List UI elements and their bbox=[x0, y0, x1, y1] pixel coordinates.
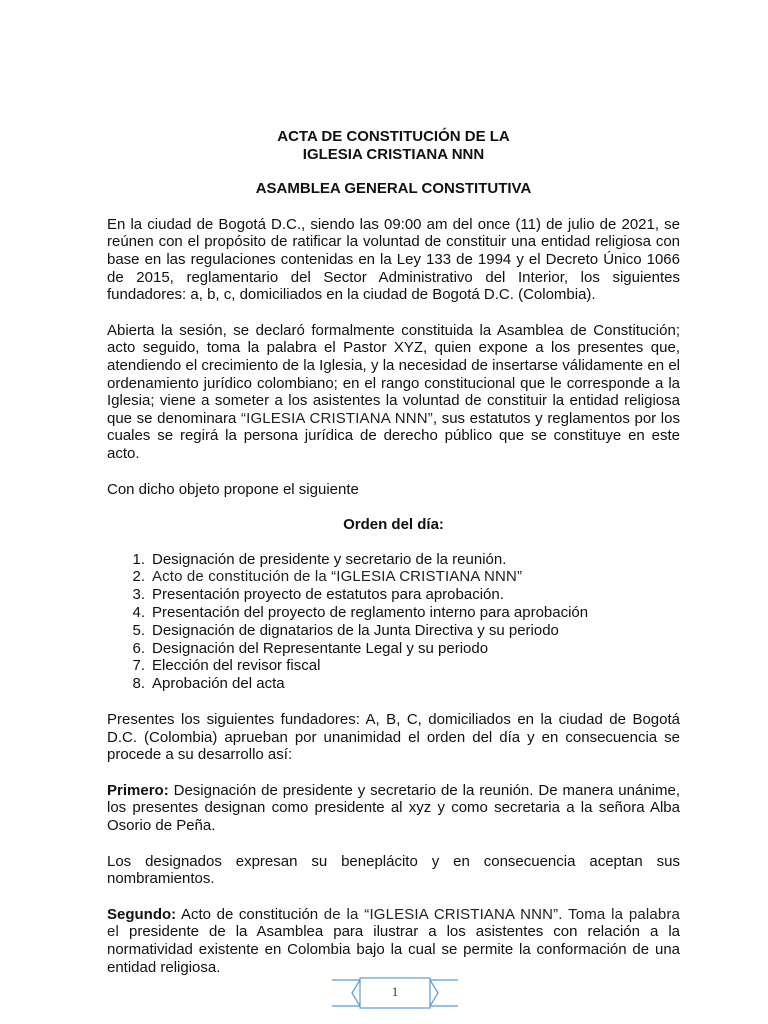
agenda-item bbox=[107, 604, 680, 622]
page-number: 1 bbox=[391, 984, 399, 999]
paragraph-founders: Presentes los siguientes fundadores: A, B, C, domiciliados en la ciudad de Bogotá D.C. (Colombia) aprueban por unanimidad el orden del día y en consecuencia se procede a su desarrollo así: bbox=[107, 711, 680, 764]
agenda-item-number: 3. bbox=[132, 586, 145, 604]
paragraph-session-text-b: , sus estatutos y reglamentos por los cuales se regirá la persona jurídica de derecho público que se constituye en este acto. bbox=[107, 409, 680, 462]
agenda-item-number: 7. bbox=[132, 657, 145, 675]
agenda-item-text: Designación del Representante Legal y su periodo bbox=[152, 639, 489, 657]
agenda-item bbox=[107, 622, 680, 640]
agenda-item-number: 4. bbox=[132, 604, 145, 622]
paragraph-session-quote: “IGLESIA CRISTIANA NNN” bbox=[240, 409, 433, 427]
agenda-item bbox=[107, 657, 680, 675]
paragraph-segundo bbox=[107, 906, 680, 976]
segundo-text-b: presidente de la Asamblea para ilustrar a los asistentes con relación a la normatividad existente en Colombia bajo la cual se permite la conformación de una entidad religiosa. bbox=[107, 923, 680, 976]
document-subtitle: ASAMBLEA GENERAL CONSTITUTIVA bbox=[255, 180, 532, 198]
agenda-item bbox=[107, 568, 680, 586]
segundo-text-light: de la “IGLESIA CRISTIANA NNN”. Toma la palabra el bbox=[107, 905, 680, 941]
segundo-label: Segundo: bbox=[107, 905, 177, 923]
agenda-item bbox=[107, 640, 680, 658]
page-footer bbox=[330, 974, 460, 1012]
agenda-item bbox=[107, 586, 680, 604]
agenda-item-number: 6. bbox=[132, 639, 145, 657]
agenda-item bbox=[107, 675, 680, 693]
agenda-item bbox=[107, 551, 680, 569]
primero-label: Primero: bbox=[107, 781, 169, 799]
agenda-item-text: Presentación proyecto de estatutos para aprobación. bbox=[152, 586, 504, 604]
agenda-list bbox=[107, 551, 680, 693]
agenda-item-text: Designación de presidente y secretario de la reunión. bbox=[152, 550, 507, 568]
paragraph-proposal: Con dicho objeto propone el siguiente bbox=[107, 480, 359, 498]
paragraph-primero bbox=[107, 782, 680, 835]
document-page bbox=[107, 128, 680, 976]
document-title-line1: ACTA DE CONSTITUCIÓN DE LA bbox=[277, 128, 510, 145]
paragraph-opening: En la ciudad de Bogotá D.C., siendo las 09:00 am del once (11) de julio de 2021, se reúnen con el propósito de ratificar la voluntad de constituir una entidad religiosa con base en las regulaciones contenidas en la Ley 133 de 1994 y el Decreto Único 1066 de 2015, reglamentario del Sector Administrativo del Interior, los siguientes fundadores: a, b, c, domiciliados en la ciudad de Bogotá D.C. (Colombia). bbox=[107, 215, 680, 304]
agenda-item-text: Presentación del proyecto de reglamento interno para aprobación bbox=[152, 604, 589, 622]
paragraph-session bbox=[107, 322, 680, 463]
agenda-heading: Orden del día: bbox=[343, 516, 444, 534]
agenda-item-number: 1. bbox=[132, 550, 145, 568]
agenda-item-text: Aprobación del acta bbox=[152, 675, 285, 693]
agenda-item-text: Acto de constitución de la “IGLESIA CRISTIANA NNN” bbox=[152, 568, 523, 586]
agenda-item-number: 8. bbox=[132, 675, 145, 693]
paragraph-session-text-a: Abierta la sesión, se declaró formalmente constituida la Asamblea de Constitución; acto seguido, toma la palabra el Pastor XYZ, quien expone a los presentes que, atendiendo el crecimiento de la Iglesia, y la necesidad de insertarse válidamente en el ordenamiento jurídico colombiano; en el rango constitucional que le corresponde a la Iglesia; viene a someter a los asistentes la voluntad de constituir la entidad religiosa que se denominara bbox=[107, 321, 680, 427]
paragraph-acceptance: Los designados expresan su beneplácito y en consecuencia aceptan sus nombramientos. bbox=[107, 852, 680, 888]
segundo-text-a: Acto de constitución bbox=[176, 905, 324, 923]
agenda-item-number: 2. bbox=[132, 568, 145, 586]
agenda-item-text: Designación de dignatarios de la Junta Directiva y su periodo bbox=[152, 621, 559, 639]
agenda-item-text: Elección del revisor fiscal bbox=[152, 657, 321, 675]
agenda-item-number: 5. bbox=[132, 621, 145, 639]
document-title-line2: IGLESIA CRISTIANA NNN bbox=[302, 145, 485, 163]
primero-text: Designación de presidente y secretario de la reunión. De manera unánime, los presentes designan como presidente al xyz y como secretaria a la señora Alba Osorio de Peña. bbox=[107, 781, 680, 835]
